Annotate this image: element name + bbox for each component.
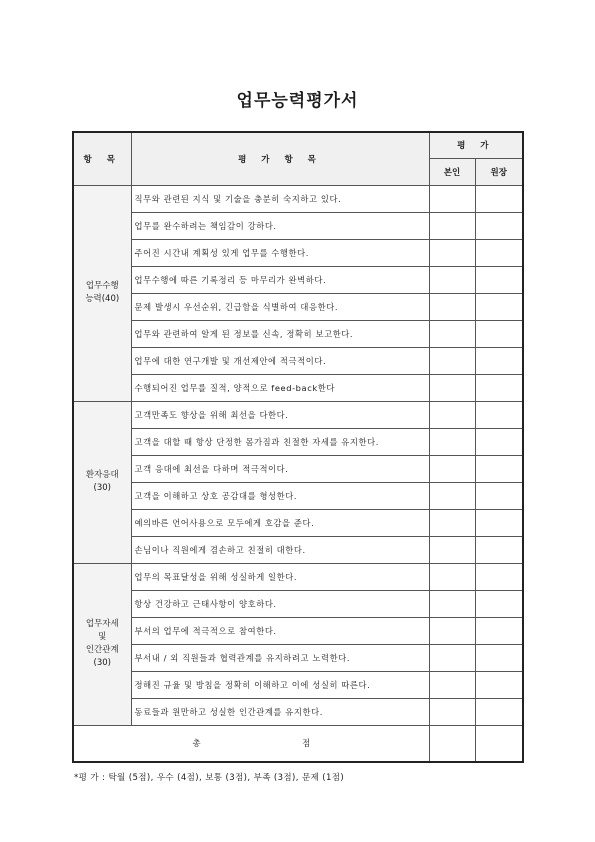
criteria-row: [73, 455, 523, 482]
score-cell-director[interactable]: [475, 590, 523, 617]
score-cell-self[interactable]: [429, 617, 475, 644]
criteria-text: 부서내 / 외 직원들과 협력관계를 유지하려고 노력한다.: [131, 644, 429, 671]
criteria-text: 예의바른 언어사용으로 모두에게 호감을 준다.: [131, 509, 429, 536]
score-cell-director[interactable]: [475, 644, 523, 671]
score-cell-director[interactable]: [475, 239, 523, 266]
score-cell-director[interactable]: [475, 509, 523, 536]
evaluation-rows: [73, 185, 523, 725]
score-cell-director[interactable]: [475, 455, 523, 482]
criteria-text: 고객만족도 향상을 위해 최선을 다한다.: [131, 401, 429, 428]
category-label: [73, 563, 131, 725]
score-cell-director[interactable]: [475, 482, 523, 509]
criteria-text: 부서의 업무에 적극적으로 참여한다.: [131, 617, 429, 644]
total-score-self[interactable]: [429, 725, 475, 762]
score-cell-self[interactable]: [429, 671, 475, 698]
score-cell-director[interactable]: [475, 563, 523, 590]
criteria-row: [73, 185, 523, 212]
category-label-line: 업무수행: [85, 281, 119, 291]
category-label-line: 업무자세: [85, 619, 119, 629]
score-cell-self[interactable]: [429, 320, 475, 347]
criteria-text: 수행되어진 업무를 질적, 양적으로 feed-back한다: [131, 374, 429, 401]
score-cell-self[interactable]: [429, 455, 475, 482]
criteria-row: [73, 401, 523, 428]
criteria-row: [73, 563, 523, 590]
category-label-line: 및: [98, 632, 107, 642]
criteria-row: [73, 239, 523, 266]
total-row-label: [73, 725, 429, 762]
criteria-text: 업무에 대한 연구개발 및 개선제안에 적극적이다.: [131, 347, 429, 374]
criteria-text: 직무와 관련된 지식 및 기술을 충분히 숙지하고 있다.: [131, 185, 429, 212]
criteria-text: 고객을 이해하고 상호 공감대를 형성한다.: [131, 482, 429, 509]
total-label-right: 점: [301, 739, 311, 749]
score-cell-director[interactable]: [475, 698, 523, 725]
criteria-text: 업무수행에 따른 기록정리 등 마무리가 완벽하다.: [131, 266, 429, 293]
header-evaluation: 평 가: [429, 132, 523, 158]
criteria-text: 항상 건강하고 근태사항이 양호하다.: [131, 590, 429, 617]
criteria-row: [73, 266, 523, 293]
criteria-row: [73, 698, 523, 725]
score-cell-director[interactable]: [475, 347, 523, 374]
score-cell-self[interactable]: [429, 293, 475, 320]
score-cell-director[interactable]: [475, 617, 523, 644]
category-label-line: (30): [93, 483, 111, 493]
criteria-row: [73, 374, 523, 401]
score-cell-self[interactable]: [429, 212, 475, 239]
criteria-row: [73, 536, 523, 563]
criteria-text: 주어진 시간내 계획성 있게 업무를 수행한다.: [131, 239, 429, 266]
category-label-line: 환자응대: [85, 470, 119, 480]
category-label-line: (30): [93, 658, 111, 668]
page-title: 업무능력평가서: [236, 91, 359, 111]
criteria-text: 업무의 목표달성을 위해 성실하게 일한다.: [131, 563, 429, 590]
criteria-text: 동료들과 원만하고 성실한 인간관계를 유지한다.: [131, 698, 429, 725]
score-cell-self[interactable]: [429, 239, 475, 266]
score-cell-director[interactable]: [475, 428, 523, 455]
score-cell-self[interactable]: [429, 509, 475, 536]
criteria-row: [73, 644, 523, 671]
score-cell-director[interactable]: [475, 401, 523, 428]
score-cell-self[interactable]: [429, 428, 475, 455]
criteria-text: 손님이나 직원에게 겸손하고 친절히 대한다.: [131, 536, 429, 563]
criteria-row: [73, 212, 523, 239]
criteria-row: [73, 617, 523, 644]
criteria-row: [73, 428, 523, 455]
header-self: 본인: [429, 158, 475, 185]
header-criteria: 평 가 항 목: [131, 132, 429, 185]
score-cell-director[interactable]: [475, 266, 523, 293]
evaluation-table: [72, 131, 524, 763]
score-cell-self[interactable]: [429, 374, 475, 401]
criteria-text: 고객 응대에 최선을 다하며 적극적이다.: [131, 455, 429, 482]
score-cell-self[interactable]: [429, 347, 475, 374]
criteria-row: [73, 293, 523, 320]
header-director: 원장: [475, 158, 523, 185]
total-label-left: 총: [192, 739, 201, 749]
score-cell-director[interactable]: [475, 374, 523, 401]
score-cell-director[interactable]: [475, 212, 523, 239]
criteria-row: [73, 320, 523, 347]
score-cell-director[interactable]: [475, 185, 523, 212]
score-cell-self[interactable]: [429, 536, 475, 563]
score-cell-director[interactable]: [475, 671, 523, 698]
criteria-row: [73, 482, 523, 509]
score-cell-self[interactable]: [429, 185, 475, 212]
criteria-row: [73, 590, 523, 617]
header-item: 항 목: [73, 132, 131, 185]
criteria-text: 고객을 대할 때 항상 단정한 몸가짐과 친절한 자세를 유지한다.: [131, 428, 429, 455]
score-cell-director[interactable]: [475, 536, 523, 563]
criteria-text: 업무를 완수하려는 책임감이 강하다.: [131, 212, 429, 239]
criteria-row: [73, 509, 523, 536]
category-label-line: 인간관계: [85, 645, 119, 655]
score-cell-self[interactable]: [429, 401, 475, 428]
score-cell-self[interactable]: [429, 698, 475, 725]
score-cell-self[interactable]: [429, 266, 475, 293]
category-label: [73, 185, 131, 401]
criteria-row: [73, 347, 523, 374]
criteria-text: 문제 발생시 우선순위, 긴급함을 식별하여 대응한다.: [131, 293, 429, 320]
score-cell-self[interactable]: [429, 590, 475, 617]
category-label: [73, 401, 131, 563]
total-score-director[interactable]: [475, 725, 523, 762]
scoring-legend: *평 가 : 탁월 (5점), 우수 (4점), 보통 (3점), 부족 (3점), 문제 (1점): [74, 773, 345, 783]
score-cell-director[interactable]: [475, 320, 523, 347]
criteria-text: 정해진 규율 및 방침을 정확히 이해하고 이에 성실히 따른다.: [131, 671, 429, 698]
score-cell-self[interactable]: [429, 644, 475, 671]
score-cell-self[interactable]: [429, 563, 475, 590]
score-cell-director[interactable]: [475, 293, 523, 320]
category-label-line: 능력(40): [85, 294, 120, 304]
criteria-text: 업무와 관련하여 알게 된 정보를 신속, 정확히 보고한다.: [131, 320, 429, 347]
criteria-row: [73, 671, 523, 698]
score-cell-self[interactable]: [429, 482, 475, 509]
